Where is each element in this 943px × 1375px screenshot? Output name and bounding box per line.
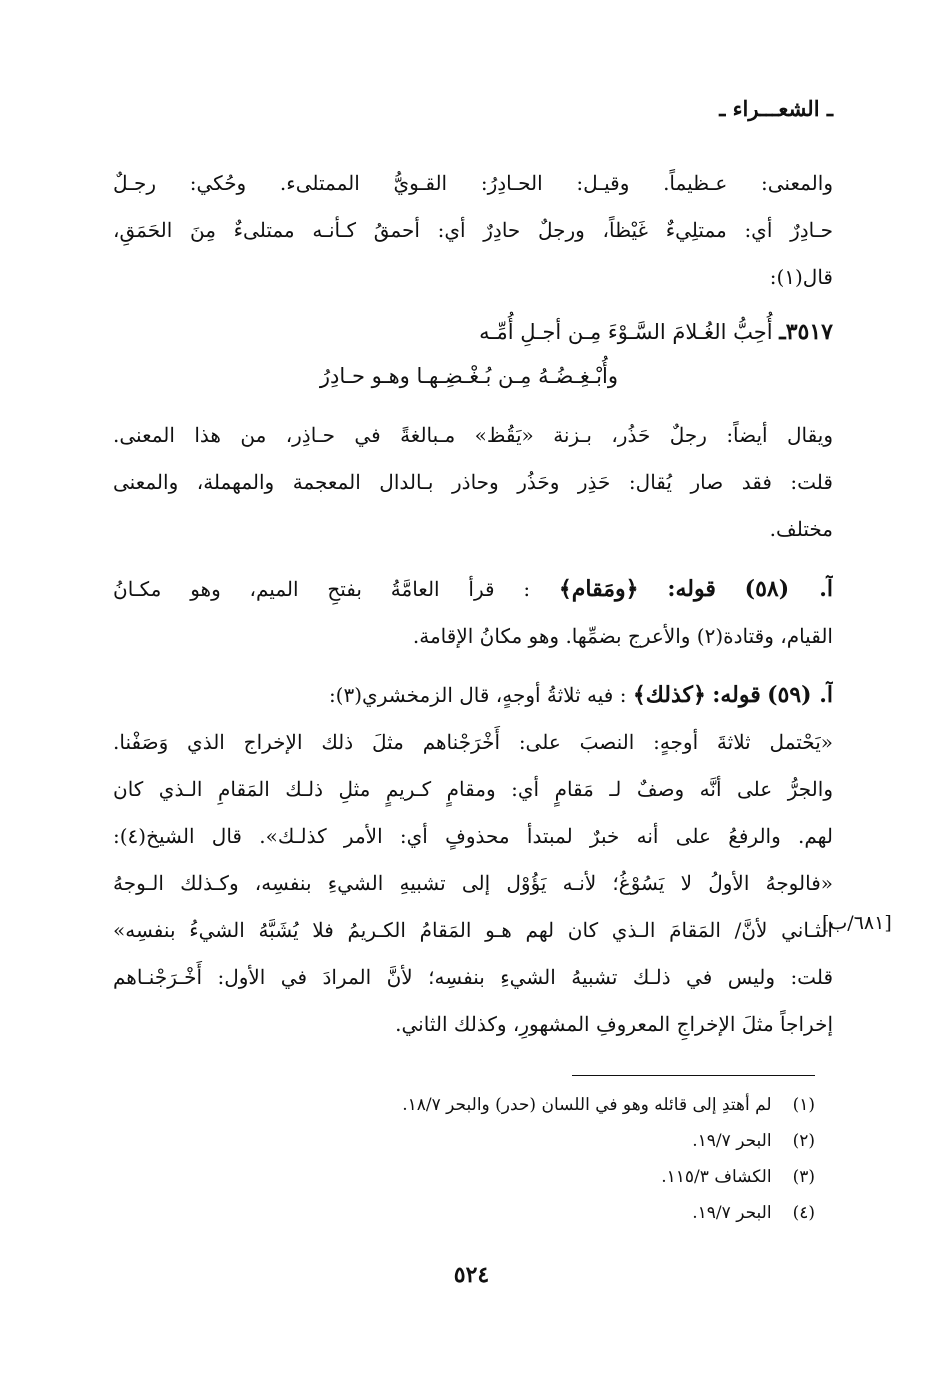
text-line: قلت: فقد صار يُقال: حَذِر وحَذُر وحاذر بـالدال المعجمة والمهملة، والمعنى xyxy=(113,470,833,494)
text-line: إخراجاً مثلَ الإخراجِ المعروفِ المشهورِ، وكذلك الثاني. xyxy=(395,1012,833,1036)
poem-verse xyxy=(113,310,833,398)
quote-lead: قوله: xyxy=(712,682,761,708)
text-line: قلت: وليس في ذلـك تشبيهُ الشيءِ بنفسِه؛ لأنَّ المرادَ في الأول: أَخْـرَجْنـاهم xyxy=(113,965,833,989)
page-number: ٥٢٤ xyxy=(453,1262,490,1288)
text-line: قال(١): xyxy=(769,265,833,289)
paragraph-hadhir xyxy=(113,412,833,553)
footnote-mark: (٤) xyxy=(792,1203,815,1223)
footnote-mark: (١) xyxy=(792,1095,815,1115)
verse-hemistich-2: وأُبْـغِـضُـهُ مِـن بُـغْـضِـهـا وهـو حـادِرُ xyxy=(319,364,618,388)
quote-lead: قوله: xyxy=(667,576,716,602)
footnote xyxy=(215,1195,815,1231)
footnote-separator xyxy=(572,1075,815,1076)
text-line: والجرُّ على أنَّه وصفٌ لـ مَقامٍ أي: ومقامٍ كـريمٍ مثلِ ذلـك المَقامِ الـذي كان xyxy=(113,777,833,801)
footnote-text: لم أهتدِ إلى قائله وهو في اللسان (حدر) والبحر ١٨/٧. xyxy=(402,1095,772,1115)
verse-line-1 xyxy=(113,310,833,354)
verse-number: ٣٥١٧ـ xyxy=(779,319,833,345)
verse-hemistich-1: أُحِبُّ الغُـلامَ السَّـوْءَ مِـن أجـلِ أُمِّـه xyxy=(479,320,773,344)
text-line: «يَحْتمل ثلاثةَ أوجهٍ: النصبَ على: أَخْرَجْناهم مثلَ ذلك الإخراج الذي وَصَفْنا. xyxy=(113,730,833,754)
footnote-mark: (٢) xyxy=(792,1131,815,1151)
text-line: «فالوجهُ الأولُ لا يَسُوْغُ؛ لأنـه يَؤُوْل إلى تشبيهِ الشيءِ بنفسِه، وكـذلك الـوجهُ xyxy=(113,871,833,895)
text-line: حـادِرٌ أي: ممتلِيءٌ غَيْظاً، ورجلٌ حادِرٌ أي: أحمقُ كـأنـه ممتلىءٌ مِنَ الحَمَقِ، xyxy=(113,218,833,242)
paragraph-meaning xyxy=(113,160,833,301)
footnotes xyxy=(215,1087,815,1231)
footnote-mark: (٣) xyxy=(792,1167,815,1187)
text-line: والمعنى: عـظيماً. وقيـل: الحـادِرُ: القـويُّ الممتلىء. وحُكي: رجـلٌ xyxy=(113,171,833,195)
quranic-quote: ﴿كذلك﴾ xyxy=(632,682,706,708)
ayah-reference: آ. (٥٨) xyxy=(744,576,833,602)
footnote-text: الكشاف ١١٥/٣. xyxy=(661,1167,772,1187)
ayah-reference: آ. (٥٩) xyxy=(767,682,833,708)
commentary-text: : فيه ثلاثةُ أوجهٍ، قال الزمخشري(٣): xyxy=(328,683,627,707)
commentary-text: : قرأ العامَّةُ بفتحِ الميم، وهو مكـانُ xyxy=(113,577,531,601)
text-line: مختلف. xyxy=(769,517,833,541)
text-line xyxy=(113,566,833,613)
text-line: الثـاني لأنَّ/ المَقامَ الـذي كان لهم هـو المَقامُ الكـريمُ فلا يُشَبَّهُ الشيءُ بنفسِه» xyxy=(113,918,833,942)
quranic-quote: ﴿ومَقام﴾ xyxy=(558,576,639,602)
footnote-text: البحر ١٩/٧. xyxy=(692,1131,772,1151)
text-line: ويقال أيضاً: رجلٌ حَذُر، بـزنة «يَقُظ» مـبالغةً في حـاذِر، من هذا المعنى. xyxy=(113,423,833,447)
manuscript-folio-marker: [٦٨١/ب] xyxy=(822,912,892,934)
running-header: ـ الشعـــراء ـ xyxy=(719,96,833,121)
footnote xyxy=(215,1123,815,1159)
paragraph-verse-59 xyxy=(113,672,833,1048)
footnote-text: البحر ١٩/٧. xyxy=(692,1203,772,1223)
footnote xyxy=(215,1087,815,1123)
footnote xyxy=(215,1159,815,1195)
text-line: لهم. والرفعُ على أنه خبرٌ لمبتدأ محذوفٍ أي: الأمر كذلـك». قال الشيخ(٤): xyxy=(113,824,833,848)
text-line xyxy=(113,672,833,719)
paragraph-verse-58 xyxy=(113,566,833,660)
text-line: القيام، وقتادة(٢) والأعرج بضمِّها. وهو مكانُ الإقامة. xyxy=(412,624,833,648)
